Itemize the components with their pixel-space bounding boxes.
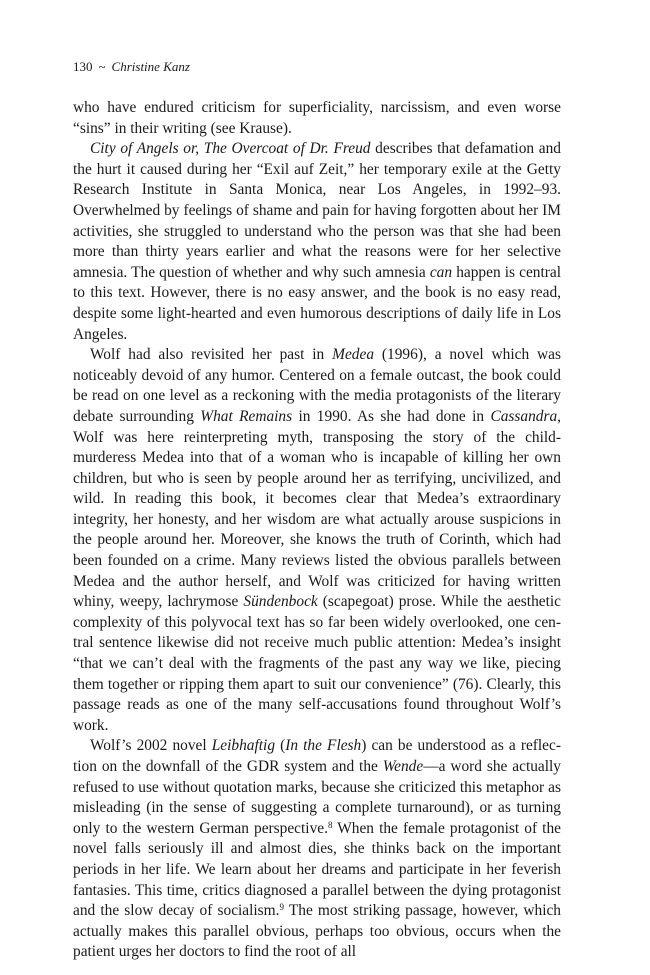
paragraph-3-text-2: (1996), a novel which was noticeably devoid of any humor. Centered on a female outcast, the book could be read on one level as a reckoning with the media protagonists of the literary debate surrounding — [73, 346, 561, 425]
ornament-icon: ~ — [98, 59, 106, 74]
paragraph-3-text-5: (scapegoat) prose. While the aesthetic complexity of this polyvocal text has so far been widely overlooked, one central sentence likewise did not receive much public attention: Medea’s insight “that we can’t deal with the fragments of the past any way we like, piecing them together or ripping them apart to suit our convenience” (76). Clearly, this passage reads as one of the many self-accusations found throughout Wolf’s work. — [73, 593, 561, 734]
book-title-city-of-angels: City of Angels or, The Overcoat of Dr. Freud — [90, 140, 371, 158]
body-text — [73, 98, 561, 963]
page-number: 130 — [73, 59, 93, 74]
footnote-marker-9: 9 — [279, 902, 284, 913]
running-head-author: Christine Kanz — [111, 59, 190, 74]
paragraph-3-text-3: in 1990. As she had done in — [292, 407, 491, 425]
paragraph-3-text-1: Wolf had also revisited her past in — [90, 346, 333, 364]
paragraph-1 — [73, 98, 561, 139]
paragraph-4-text-1: Wolf’s 2002 novel — [90, 737, 212, 755]
book-title-leibhaftig: Leibhaftig — [211, 737, 276, 755]
paragraph-4-text-6: The most striking passage, however, which actually makes this parallel obvious, perhaps too obvious, occurs when the patient urges her doctors to find the root of all — [73, 902, 561, 961]
paragraph-1-text-1: who have endured criticism for superficiality, narcissism, and even worse “sins” in their writing (see Krause). — [73, 99, 561, 137]
term-wende: Wende — [382, 758, 424, 775]
paragraph-2-text-1: describes that defamation and the hurt it caused during her “Exil auf Zeit,” her temporary exile at the Getty Research Institute in Santa Monica, near Los Angeles, in 1992–93. Overwhelmed by feelings of shame and pain for having forgotten about her IM activities, she struggled to understand who the person was that she had been more than thirty years earlier and what the reasons were for her selective amnesia. The question of whether and why such amnesia — [73, 140, 561, 281]
running-head — [73, 59, 190, 75]
paragraph-4-text-2: ( — [275, 737, 286, 755]
paragraph-3-text-4: Wolf was here reinterpreting myth, transposing the story of the child-murderess Medea into that of a woman who is incapable of killing her own children, but who is seen by people around her as terrifying, uncivilized, and wild. In reading this book, it becomes clear that Medea’s extraordinary integrity, her honesty, and her wisdom are what actually arouse suspicions in the people around her. Moreover, she knows the truth of Corinth, which had been founded on a crime. Many reviews listed the obvious parallels between Medea and the author herself, and Wolf was criticized for having written whiny, weepy, lachrymose — [73, 428, 561, 611]
emphasis-can: can — [429, 263, 453, 281]
book-title-what-remains: What Remains — [200, 407, 293, 425]
paragraph-4-text-5: When the female protagonist of the novel falls seriously ill and almost dies, she thinks back on the important periods in her life. We learn about her dreams and participate in her feverish fantasies. This time, critics diagnosed a parallel between the dying protagonist and the slow decay of socialism. — [73, 819, 561, 920]
paragraph-4-text-4: —a word she actually refused to use without quotation marks, because she criticized this metaphor as misleading (in the sense of suggesting a complete turnaround), or as turning only to the western German perspective. — [73, 758, 562, 837]
footnote-marker-8: 8 — [327, 819, 333, 830]
paragraph-4 — [73, 736, 561, 963]
paragraph-2 — [73, 139, 561, 345]
book-title-in-the-flesh: In the Flesh — [285, 737, 362, 755]
paragraph-2-text-2: happen is central to this text. However, there is no easy answer, and the book is no easy read, despite some light-hearted and even humorous descriptions of daily life in Los Angeles. — [73, 263, 561, 343]
term-suendenbock: Sündenbock — [243, 593, 318, 611]
paragraph-3 — [73, 345, 561, 736]
book-title-medea: Medea — [332, 346, 375, 364]
paragraph-4-text-3: ) can be understood as a reflection on the downfall of the GDR system and the — [73, 737, 561, 775]
book-title-cassandra: Cassandra, — [490, 407, 562, 425]
